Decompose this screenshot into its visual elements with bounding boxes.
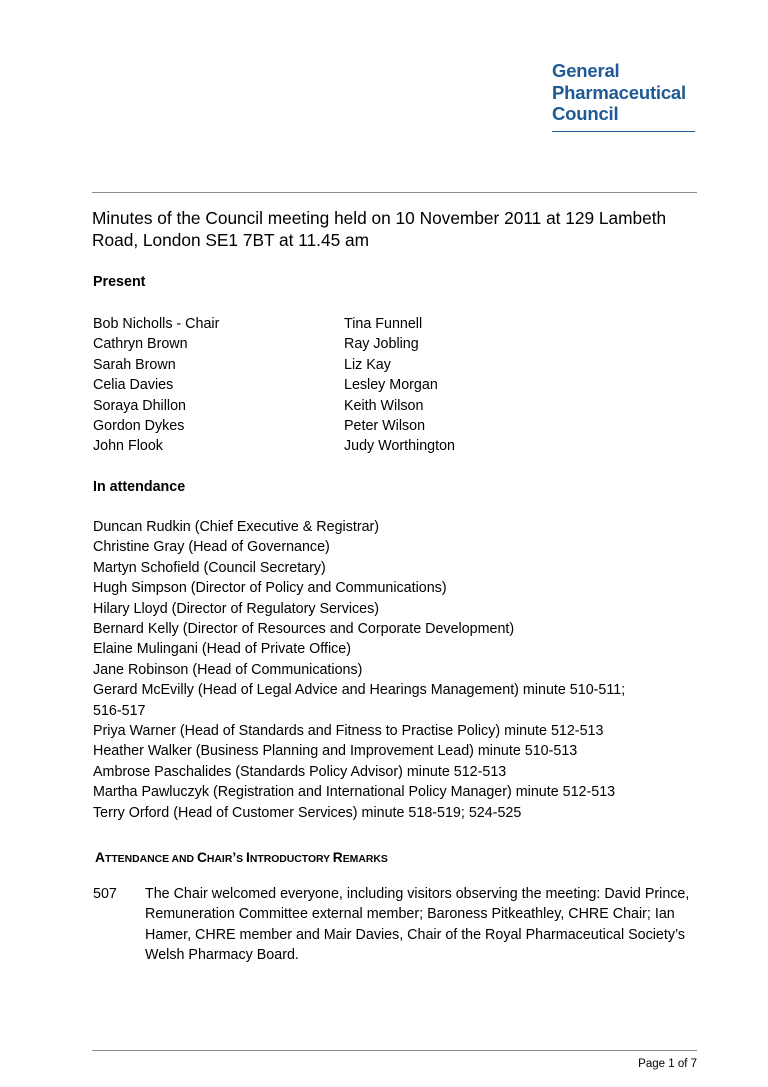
present-member: Tina Funnell xyxy=(344,316,423,332)
section-heading-part: S xyxy=(236,854,246,865)
attendance-line: Priya Warner (Head of Standards and Fitness to Practise Policy) minute 512-513 xyxy=(93,723,604,740)
attendance-line: Hilary Lloyd (Director of Regulatory Services) xyxy=(93,600,380,617)
section-heading-part: EMARKS xyxy=(342,854,388,865)
attendance-line: Bernard Kelly (Director of Resources and Corporate Development) xyxy=(93,621,515,638)
gphc-logo xyxy=(552,60,697,132)
present-member: Sarah Brown xyxy=(93,356,176,373)
section-heading-part: A xyxy=(95,850,105,865)
present-list-left xyxy=(93,314,219,457)
logo-underline xyxy=(552,131,695,132)
present-member: John Flook xyxy=(93,438,163,455)
attendance-line: Ambrose Paschalides (Standards Policy Advisor) minute 512-513 xyxy=(93,763,507,780)
present-member: Bob Nicholls - Chair xyxy=(93,316,220,332)
logo-line-3: Council xyxy=(552,103,619,124)
page-number: Page 1 of 7 xyxy=(638,1058,697,1070)
attendance-line: Christine Gray (Head of Governance) xyxy=(93,539,330,556)
attendance-line: Jane Robinson (Head of Communications) xyxy=(93,661,363,678)
logo-line-1: General xyxy=(552,60,620,81)
attendance-line: 516-517 xyxy=(93,702,146,719)
section-heading-part: HAIR xyxy=(206,854,233,865)
present-member: Keith Wilson xyxy=(344,397,424,414)
attendance-line: Duncan Rudkin (Chief Executive & Registrar) xyxy=(93,519,380,535)
present-member: Celia Davies xyxy=(93,377,174,394)
section-heading-part: R xyxy=(332,850,343,865)
minute-number: 507 xyxy=(93,886,117,902)
attendance-line: Elaine Mulingani (Head of Private Office) xyxy=(93,641,352,658)
present-member: Peter Wilson xyxy=(344,418,426,435)
present-member: Gordon Dykes xyxy=(93,418,185,435)
attendance-line: Martyn Schofield (Council Secretary) xyxy=(93,559,326,576)
attendance-line: Gerard McEvilly (Head of Legal Advice and Hearings Management) minute 510-511; xyxy=(93,682,626,699)
attendance-line: Terry Orford (Head of Customer Services) minute 518-519; 524-525 xyxy=(93,804,522,821)
attendance-line: Martha Pawluczyk (Registration and International Policy Manager) minute 512-513 xyxy=(93,784,616,801)
section-heading xyxy=(95,850,388,865)
section-heading-part: NTRODUCTORY xyxy=(249,854,333,865)
present-member: Soraya Dhillon xyxy=(93,397,186,414)
header-divider xyxy=(92,192,697,193)
present-member: Cathryn Brown xyxy=(93,336,188,353)
present-member: Liz Kay xyxy=(344,356,391,373)
section-heading-part: C xyxy=(196,850,207,865)
page-title: Minutes of the Council meeting held on 10 November 2011 at 129 Lambeth Road, London SE1 7BT at 11.45 am xyxy=(92,208,667,250)
section-heading-part: AND xyxy=(171,854,197,865)
minute-text: The Chair welcomed everyone, including visitors observing the meeting: David Prince, Remuneration Committee external member; Baroness Pitkeathley, CHRE Chair; Ian Hamer, CHRE member and Mair Davies, Chair of the Royal Pharmaceutical Society’s Welsh Pharmacy Board. xyxy=(145,886,690,964)
present-list-right xyxy=(344,314,455,457)
section-heading-part: ’ xyxy=(232,850,237,865)
present-member: Lesley Morgan xyxy=(344,377,438,394)
attendance-list xyxy=(93,517,693,823)
attendance-heading: In attendance xyxy=(93,479,186,495)
present-member: Judy Worthington xyxy=(344,438,455,455)
logo-line-2: Pharmaceutical xyxy=(552,81,686,103)
section-heading-part: TTENDANCE xyxy=(104,854,172,865)
present-member: Ray Jobling xyxy=(344,336,419,353)
section-heading-part: I xyxy=(246,850,250,865)
attendance-line: Heather Walker (Business Planning and Improvement Lead) minute 510-513 xyxy=(93,743,578,760)
footer-divider xyxy=(92,1050,697,1051)
present-heading: Present xyxy=(93,274,146,290)
attendance-line: Hugh Simpson (Director of Policy and Communications) xyxy=(93,580,447,597)
